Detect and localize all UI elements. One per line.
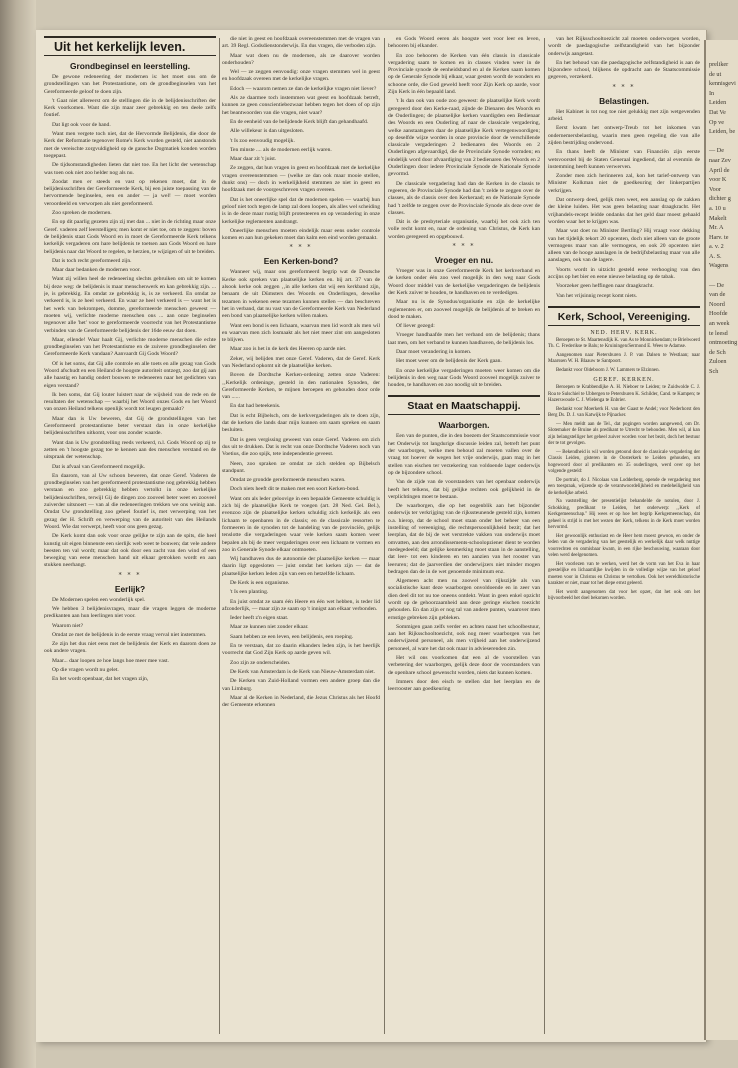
adjacent-page-text [706,40,738,377]
text-fragment: April de [709,166,730,174]
paragraph: Want men vergete toch niet, dat de Hervormde Belijdenis, die door de Kerk der Reformatie tegenover Rome's Kerk wurden gesteld, niet aanstonds met de vereischte zorgvuldigheid op de gansche Dogmatiek konden worden toegepast. [44,131,216,159]
paragraph: Ze zijn het dus niet eens met de belijdenis der Kerk en daarom doen ze ook andere vragen. [44,641,216,655]
column-rule [219,38,220,1034]
paragraph: Vroeger handhaafde men het verband om de belijdenis; thans laat men, om het verband te kunnen handhaven, de belijdenis los. [388,332,540,346]
paragraph: En te verstaan, dat zo daarin elkanders leden zijn, is het heerlijk voorrecht dat God Zijn Kerk op aarde geven wil. [222,643,380,657]
paragraph: Ten minste .... als de modernen eerlijk waren. [230,146,332,153]
paragraph: Bedankt voor Oldeboorn J. W. Lammers te Elzinnen. [556,367,660,373]
paragraph: De waarborgen, die op het oogenblik aan het bijzonder onderwijs ter verkrijging van de rijkssteunende gesteld zijn, komen o.a. hierop, dat de school moet staan onder het beheer van een instelling of vereeniging, die rechtspersoonlijkheid bezit; dat het leerplan, dat de bij de wet verstrekte vakken van onderwijs moet omvatten, aan den arrondissements-schoolopziener dient te worden medegedeeld; dat gelijke kenmerking moet staan in de aanstelling, dat leer- tot een kinderen en ten aanzien van het rooster van leeruren; dat de jaarverdien der onderwijzers niet minder mogen bedragen dan de in de wet genoemde minimum enz. [388,503,540,575]
paragraph: Daar moet verandering in komen. [396,348,472,355]
paragraph: Dat is het oneerlijke spel dat de modernen spelen — waarbij hun geloof niet toch tegen de lamp zal doen loopen, als alles wel scheiding is in de deze maar rustig blijft protesteeren en op verandering in onze kerkelijke reglementen aandrangt. [222,196,380,225]
text-fragment: Zuloen [709,358,727,366]
text-fragment: voor K [709,176,727,184]
paragraph: — Bekendheid is wil worden getoond door de classicale vergadering der Classis Leiden, gisteren in de Oosterkerk te Leiden gehouden, om hogewoord door al predikanten en 35 ouderlingen, werd over op het volgende gesteld: [548,449,700,475]
separator: * * * [612,83,636,91]
article-body [388,268,540,389]
text-fragment: Op ve [709,118,724,126]
paragraph: Van het vrijsinnig recept komt niets. [556,292,638,299]
text-fragment: Leiden [709,99,727,107]
text-fragment: ontmoeting [709,339,738,347]
paragraph: Van de zijde van de voorstanders van het openbaar onderwijs heeft het telkens, dat bij gelijke rechten ook gelijkheid in de verplichtingen moet te bestaan. [388,479,540,500]
column-2 [222,36,380,1036]
paragraph: Wel — ze zeggen eenvoudig: onze vragen stemmen wel in geest en hoofdzaak overeen met de kerkelijke vragen. [222,69,380,83]
paragraph: Algemeen acht men nu zoowel van rijkszijde als van socialistische kant deze waarborgen onvoldoende en in zeer van dien deel dit tot nu toe oneens ontdekt. Want in geen enkel opzicht wordt op de gehoorzaamheid aan deze geringe eischen toezicht gehouden. En dan zijn er nog tal van andere punten, waarover men ernstige gebreken zijn gebleken. [388,578,540,621]
paragraph: Ik ben soms, dat Gij louter luistert naar de wijsheid van de rede en de resultaten der wetenschap — waarbij het Woord onzes Gods en het Woord van onzen Heiland telkens openlijk wordt tot leugen gemaakt? [44,391,216,413]
paragraph: Dat is echt Bijbelsch, om de kerkvergaderingen als te doen zijn, dat de kerken die lands daar mijn kunnen om saam spreken en saam besluiten. [222,412,380,434]
paragraph: En het behoud van die paedagogische zelfstandigheid is aan de bijzondere school, blijkens de opdracht aan de Staatscommissie gegeven, verzekerd. [548,59,700,81]
article-body [44,74,216,570]
paragraph: Neen, zoo spraken ze omdat ze zich stelden op Bijbelsch standpunt. [222,460,380,474]
paragraph: We hebben 3 belijdenisvragen, maar die vragen leggen de moderne predikanten aan hun leerlingen niet voor. [44,606,216,620]
article-heading: Een Kerken-bond? [263,256,339,267]
separator: * * * [452,243,476,251]
text-fragment: — De [709,147,724,155]
paragraph: Maar al de Kerken in Nederland, die Jezus Christus als het Hoofd der Gemeente erkennen [222,694,380,709]
paragraph: Aangenomen naar Pietersburen J. P. van Dalsen te Westlaan; naar Maarssen W. H. Blaauw te Santpoort. [548,352,700,365]
paragraph: Een van de punten, die in den boezem der Staatscommissie voor het Onderwijs tot langdurige discussie leiden zal, betreft het punt der waarborgen, welke men behoud zal moeten vallen over de vraag tot hoever de wegen het vrije onderwijs, gaan mag in het stellen van eischen ter verzekering van voldoende lager onderwijs op de bijzondere school. [388,433,540,476]
paragraph: De classicale vergadering had dan de Kerken in de classis te regeeren, de Provinciale Synode had dan 't zelde te zeggen over de classes, als de classis over den Kerkeraad; en de Nationale Synode had 't zelfde te zeggen over de Provinciale Synode als deze over de classes. [388,180,540,216]
paragraph: Maar ze kunnen niet zonder elkaar. [230,624,309,631]
text-fragment [706,137,738,147]
paragraph: Het Kabinet is tot nog toe niet gelukkig met zijn wetgevenden arbeid. [548,108,700,123]
paragraph: Op die vragen wordt nu gelet. [52,667,119,674]
paragraph: En dat had beteekenis. [230,403,281,410]
article-body [222,36,380,242]
text-fragment: dichter g [709,195,731,203]
paragraph: Zoodat men er steeds en vast op rekenen moet, dat in de belijdenisschriften der Gereformeerde Kerk, bij een juiste toepassing van de hervormende beginselen, een en ander — ja wel! — moet worden veroordeeld en verworpen als niet gereformeerd. [44,178,216,207]
paragraph: Het wordt aangenomen dat voor het opzet, dat het ook om het bijvoorbeeld het doel bekomen worden. [548,589,700,602]
paragraph: Maar zoo is het in de kerk des Heeren op aarde niet. [230,346,347,353]
paragraph: Zoo spreken de modernen. [52,210,112,217]
paragraph: en Gods Woord eeren als hoogste wet voor leer en leven, behooren bij elkander. [388,36,540,50]
paragraph: Oneerlijke menschen moeten eindelijk maar eens onder controle komen en aan hun gekeken moet dan kalm een eind worden gemaakt. [222,227,380,242]
paragraph: Alle willekeur is dan uitgesloten. [230,128,305,135]
subsection-heading: GEREF. KERKEN. [593,377,655,384]
paragraph: De Kerk komt dan ook voor onze gelijke te zijn aan de spits, die heel kunstig uit eigen binnenste een sierlijk web weet te bouwen; dat vele andere beesten ten val wordt; maar dat ook door een zacht van den wind of een beweging van eene menschen hand uit elkaar getrokken wordt en aan stukken neerhangt. [44,533,216,569]
text-fragment: Dat Ve [709,108,726,116]
paragraph: Het gewoonlijk enthusiast en de Heer hem moest gewoon, en onder de leden van de vergadering van het geestelijk en werkelijk daar welk nuttige voorrechten en onmisbaar kwam, in een rijke beschouwing, waaraan door velen werd deelgenomen. [548,533,700,559]
paragraph: De Kerken van Zuid-Holland vormen een andere groep dan die van Limburg. [222,678,380,692]
paragraph: Vroeger was in onze Gereformeerde Kerk het kerkverband en de kerken onder één zoo veel mogelijk in den weg naar Gods Woord door middel van de kerkelijke vergaderingen de belijdenis der Kerk zuiver te houden, te handhaven en te verdedigen. [388,268,540,296]
paragraph: Dát is de presbyteriale organisatie, waarbij het ook zich ten volle recht komt en, naar de ordening van Christus, de Kerk kan worden geregeerd en opgebouwd. [388,219,540,240]
text-fragment: de ut [709,70,722,78]
article-body [222,269,380,709]
paragraph: Want om als leder geloovige in een bepaalde Gemeente schuldig is zich bij de plaatselijke Kerk te voegen (art. 28 Ned. Gel. Bel.), evenzoo zijn de plaatselijke kerken schuldig zich kerkelijk als een lichaam te openbaren in de classis; en de classicale ressorten te formeeren in de synoden tot de handeling van de provinciën, gelijk tenslotte die vergaderingen waar vele kerken saam komen weer bepalen als bij de meer vergaderingen over een lichaam te vormen en zoo in Generale Synode elkaar ontmoeten. [222,495,380,553]
paragraph: Dat ligt ook voor de hand. [52,121,111,128]
text-fragment: an week [709,320,730,328]
paragraph: En de eenheid van de belijdende Kerk blijft dan gehandhaafd. [230,118,369,125]
text-fragment: Makelt [709,214,727,222]
article-body [388,36,540,241]
text-fragment: Mr. A [709,224,724,232]
paragraph: Het wil ons voorkomen dat een al de voorstellen van verbetering der waarborgen, gelijk deze door de voorstanders van de openbare school gewenscht worden, niets dat kunnen komen. [388,655,540,676]
paragraph: Omdat ze grondde gereformeerde menschen waren. [230,477,346,484]
text-fragment: Leiden, be [709,128,736,136]
paragraph: Wij handhaven dus de autonomie der plaatselijke kerken — maar daarin ligt opgesloten — juist omdat het kerken zijn — dat de plaatselijke kerken leden zijn van een en hetzelfde lichaam. [222,556,380,577]
column-3 [388,36,540,1036]
paragraph: Edoch — waarom nemen ze dan de kerkelijke vragen niet liever? [230,85,377,92]
text-fragment: preliker [709,61,729,68]
paragraph: De Kerk van Amsterdam is de Kerk van Nieuw-Amsterdam niet. [230,668,376,675]
article-heading: Eerlijk? [114,583,146,594]
text-fragment: In [709,89,715,97]
paragraph: die niet in geest en hoofdzaak overeenstemmen met de vragen van art. 39 Regl. Godsdienstonderwijs. En dus vragen, die verboden zijn. [222,36,380,50]
paragraph: Want dan is Uw grondstelling reeds verkeerd, n.l. Gods Woord op zij te zetten en 't hoogste gezag toe te kennen aan des menschen verstand en de uitspraak der wetenschap. [44,439,216,461]
paragraph: Zonder men zich herinneren zal, kon het tarief-ontwerp van Minister Kolkman niet de goedkeuring der linkerpartijen verkrijgen. [548,173,700,194]
paragraph: Bedankt voor Moerkerk H. van der Gaast te Andel; voor Nederhorst den Berg Ds. D. J. van Katwijk te Pijnacker. [548,406,700,419]
paragraph: Boven de Dordtsche Kerken-ordening zetten onze Vaderen: ‚‚Kerkelijk ordeninge, gesteld in den nationalen Synoden, der Gereformeerde Kerken, te mijnen beroepen en gehouden door orde van ...... [222,372,380,401]
paragraph: Maar wat doen nu de modernen, als ze daarover worden onderhouden? [222,52,380,66]
adjacent-page-edge [704,40,738,1040]
paragraph: En het wordt openbaar, dat het vragen zijn, [52,676,149,683]
paragraph: Sommigen gaan zelfs verder en achten naast het schoolbestuur, aan het Rijksschooltoezicht, ook nog meer waarborgen van het onderwijzend personeel, als men vrijheid aan het onderwijzend personeel, al ware het dat ook maar in advieserenden zin. [388,623,540,652]
text-fragment [706,271,738,281]
paragraph: Waarom niet? [52,622,84,629]
section-title: Staat en Maatschappij. [388,395,540,415]
paragraph: Beroepen te Krabbendijke A. H. Nieboer te Leiden; te Zuidwolde C. J. Roa te Sulschiel te Ubbergen te Petersburen K. Schilder, Cand. te Kampen; te Hazerswoude C. J. Wielenga te Enbrier. [548,385,700,404]
paragraph: Maar daar zit 't juist. [230,156,277,163]
column-1 [44,36,216,1036]
text-fragment: Harv. te [709,233,729,241]
paragraph: En zoo behooren de Kerken van één classis in classicale vergadering saam te komen en in classes vinden weer in de Provinciale synode de eenheidsband en al de Kerken saam komen op de Generale Synode bij elkaar, waar gesten wordt de wonders en schoone orde, die God geweld heeft voor Zijn Kerk op aarde, voor Zijn Kerk in één bepaald land. [388,52,540,96]
paragraph: De portrait, do J. Nicolaas van Lodderberg, opende de vergadering met een toespraak, wijzende op de verantwoordelijkheid en medeheiligheid van de kerkelijke arbeid. [548,477,700,496]
paragraph: Maar, ellende! Waar haalt Gij, verlichte moderne menschen die echte grondbeginselen van het Protestantisme en de zuivere grondbeginselen der Gereformeerde Kerk vandaan? Aanvaardt Gij Gods Woord? [44,336,216,358]
paragraph: Dat is geen vergissing geweest van onze Geref. Vaderen om zich dus uit te drukken. Dat is recht van onze Dordtsche Vaderen noch van Voetius, die zoo spijk, tete independentie geveest. [222,436,380,458]
article-body [388,433,540,693]
paragraph: Saam hebben ze een leven, een belijdenis, een roeping. [230,633,354,640]
paragraph: Dat is toch recht gereformeerd zijn. [52,257,132,264]
paragraph: Maar wat doet nu Minister Bertling? Hij vraagt voor dekking van het tijdelijk tekort 20 opcenten, doch niet alleen van de groote vermogens maar van alle vermogens, en ook 20 opcenten niet alleen van de hooge aanslagen in de bedrijfsbelasting maar van alle aanslagen, ook van de lagere. [548,228,700,264]
article-heading: Vroeger en nu. [434,255,494,266]
paragraph: Of is het soms, dat Gij alle controle en alle toets en alle gezag van Gods Woord afschudt en een Heiland de hoogste autoriteit ontzegt, zoo dat gij aan alle haastig en handig ondert bouwen te redeneeren naar het gedichten van eigen verstand? [44,360,216,389]
paragraph: Maar dan is Uw beweren, dat Gij de grondstellingen van het Gereformeerd protestantisme beter verstaat dan in onze kerkelijke belijdenisschriften uitkomt, voor ons zonder waarde. [44,415,216,437]
text-fragment: de Sch [709,348,726,356]
paragraph: Maar daar bedanken de modernen voor. [52,267,141,274]
announcements [548,385,700,420]
newspaper-page [36,30,706,1042]
paragraph: De tijdsomstandigheden lieten dat niet toe. En het licht der wetenschap was toen ook niet zoo helder nog als nu. [44,162,216,176]
paragraph: Maar... daar loopen ze hoe langs hoe meer mee vast. [52,657,169,664]
text-fragment: — De [709,281,724,289]
paragraph: Ze zeggen, dat hun vragen in geest en hoofdzaak met de kerkelijke vragen overeenstemmen — (welke ze dan ook maar mooie stellen, dunkt ons) — doch in werkelijkheid stemmen ze niet in geest en hoofdzaak met de voorgeschreven vragen overeen. [222,165,380,194]
paragraph: Ieder heeft z'n eigen staat. [230,615,289,622]
text-fragment: a. v. 2 [709,243,724,251]
paragraph: De Modernen spelen een wonderlijk spel. [52,596,146,603]
paragraph: De Kerk is een organisme. [230,580,290,586]
paragraph: 't Is een planting. [230,589,269,596]
paragraph: Het moet weer om de belijdenis der Kerk gaan. [396,358,502,365]
text-fragment: Wagens [709,262,729,270]
paragraph: Doch niets heeft dit te maken met een soort Kerken-bond. [230,486,360,493]
paragraph: Na vaststelling der presentielijst behandelde de notulen, door J. Schokking, predikant te Leiden, het onderwerp: ‚‚Kerk of Kerkgemeenschap.'' Hij wees er op hoe het begrip Kerkgemeenschap, dat geheel is strijd is met het wezen der Kerk, telkens in de Kerk moet worden hervormd. [548,499,700,531]
paragraph: Beroepen te St. Maartensdijk K. van As te Monnickendam; te Brielwoerd Th. C. Frederikse te Balu; te Kruiningen/Sermond E. Wees te Adamse. [548,337,700,350]
article-heading: Waarborgen. [438,420,490,431]
paragraph: Want zij willen heel de redeneering slechts gebruiken om uit te komen bij deze weg: de belijdenis is maar menschenwerk en kan gebrekkig zijn. ... je, is gebrekkig. En omdat ze gebrekkig is, is ze verkeerd. En omdat ze verkeerd is, is ze heel verkeerd. En waar ze heel verkeerd is — want het is het werk van bekrompen, domme, gereformeerde menschen geweest — moeten wij, verlichte moderne menschen ons ... aan onze beginselen tegenover alle 'het' voor te gereformeerde voorrecht van het Protestantisme verbinden van de Gereformeerde belijdenis der 16de eeuw dat doen. [44,276,216,334]
paragraph: Eerst kwam het ontwerp-Treub tot het inkomen van ondernemersbelasting, waarin men geen regeling die van alle zijden bestrijding ondervond. [548,125,700,146]
paragraph: 't Is dan ook van oude zoo geweest: de plaatselijke Kerk wordt geregeerd door den Kerke-raad, zijnde de Dienaren des Woords en de Ouderlingen; de plaatselijke kerken vaardigden een Bedienaar des Woords en een Ouderling af naar de classicale vergadering, welke aanstaatsgeen daar de plaatselijke Kerk vertegenwoordigen; op deselfde wijze worden in onze provincie door de verschillende classicale vergaderingen 2 bedienaren des Woords en 2 Ouderlingen afgevaardigd, die de Provinciale Synode vormden; en eindelijk word door afvaardiging van 2 bedienaren des Woords en 2 Ouderlingen door iedere Provinciale Synode de Nationale Synode gevormd. [388,98,540,178]
article-body [548,109,700,300]
paragraph: Als ze daarmee toch instemmen wat geest en hoofdzaak betreft, kunnen ze geen conscientiebezwaar hebben tegen het doen of op zijn het beantwoorden van die vragen, niet waar? [222,95,380,116]
text-fragment: te leesd [709,329,728,337]
paragraph: Immers door den eisch te stellen dat het leerplan en de leerrooster aan goedkeuring [388,678,540,693]
text-fragment: A. S. [709,252,722,260]
paragraph: Maar nu is de Synodus/organisatie en zijn de kerkelijke reglementen er, om zooveel mogelijk de belijdenis af te breken en dood te maken. [388,299,540,320]
paragraph: 't Gaat niet allereerst om de stellingen die in de belijdenisschriften der Kerk voorkomen. Want die zijn maar zeer gebrekkig en ten deele zelfs foutief. [44,97,216,119]
article-body [44,597,216,684]
paragraph: Dat ontwerp deed, gelijk men weet, een aanslag op de zakken der kleine luiden. Het was geen belasting naar draagkracht. Het vrijhandels-recept leidde ondanks dat het geld daar moest gehaald worden waar het te krijgen was. [548,197,700,225]
paragraph: 't Is zoo eenvoudig mogelijk. [230,137,295,144]
paragraph: En onze kerkelijke vergaderingen moeten weer komen om die belijdenis in den weg naar Gods Woord zooveel mogelijk zuiver te houden, te handhaven en zoo noodig uit te breiden. [388,367,540,389]
news-notes [548,422,700,603]
article-body [548,36,700,82]
paragraph: En juist omdat ze saam één Heere en één wet hebben, is teder lid afzonderlijk, — maar zijn ze saam op 't innigst aan elkaar verbonden. [222,598,380,612]
paragraph: En thans heeft de Minister van Financiën zijn eerste wetsvoorstel bij de Staten Generaal ingediend, dat al evenmin de instemming heeft kunnen verwerven. [548,149,700,170]
text-fragment: Noord [709,300,725,308]
article-heading: Grondbeginsel en leerstelling. [69,61,191,71]
paragraph: De gewone redeneering der modernen is: het moet ons om de grondstellingen van het Protestantisme, om de grondbeginselen van het Gereformeerde geloof te doen zijn. [44,74,216,95]
paragraph: En op dit paarlig gezeten zijn zij met dan ... niet in de richting maar onze Geref. vaderen zelf leerstelligen; men komt er niet toe, om te zeggen: boven de belijdenis staat Gods Woord en in moet de Gereformeerde Kerk telkens kerkelijk vergaderen om hare belijdenis te toetsen aan Gods Woord en hare belijdenis naar dat Woord te regelen, te herzien, te wijzigen of uit te breiden. [44,219,216,255]
separator: * * * [118,571,142,579]
paragraph: En daarom, van al Uw schoon beweren, dat onze Geref. Vaderen de grondbeginselen van het gereformeerd protestantisme nog gebrekkig hebben verstaan en zoo gebrekkig hebben vertolkt in onze kerkelijke belijdenisschriften, terwijl Gij de dingen zoo zooveel beter weet en zooveel zuiverder uitsnoert — van al die redeneeringen trekken we ons weinig aan. Omdat Uw grondstelling zoo geheel foutief is, met verwerping van het gezag der H. Schrift en verwerping van de autoriteit van des Heilands Woord. Wie dat verwerpt, heeft voor ons geen gezag. [44,472,216,530]
separator: * * * [289,244,313,252]
text-fragment: Voor [709,185,721,193]
paragraph: Zeker, wij belijden met onze Geref. Vaderen, dat de Geref. Kerk van Nederland opkomt uit de plaatselijke kerken. [222,355,380,369]
text-fragment: a. 10 u [709,204,726,212]
announcements [548,338,700,375]
paragraph: — Men meldt aan de Tel., dat pogingen worden aangewend, om Dr. Slotemaker de Bruine als predikant te Utrecht te behouden. Men wil, al kan zijn belangstelliger het geheel zuiver worden voor het bezit, doch het bestuur der te tot gevolgen. [548,421,700,447]
text-fragment: naar Zev [709,156,731,164]
paragraph: Wanneer wij, maar ons gereformeerd begrip wat de Deutsche Kerke ook spreken van plaatselijke kerken en. bij art. 37 van de alsook kerke ook zeggen ‚‚in alle kerken dat wij een kerkband zijn, benaam de uit Dümsters des Woords en Onderlingen, dewelke tezamen in wekenen eene tezamen kunnen stellen — dan beschreven het in verband, dat nu vast van de Gereformeerde Kerk van Nederland een bond van plaatselijke kerken willen maken. [222,269,380,320]
text-fragment: van de [709,291,726,299]
paragraph: Zoo zijn ze onderscheiden. [230,659,291,666]
paragraph: Dat is afvaal van Gereformeerd mogelijk. [52,463,146,470]
paragraph: Het voorlezen van te werken, werd het de vorm van het Eva in haar geestelijke en lichaamlijke kwijden in de volledige wijze van het geloof moeten voor in Christus en Christus te vertolken. Ook het wereldhistorische karakter er niet, maar tot het diepe ernst geleerd. [548,561,700,587]
paragraph: van het Rijksschooltoezicht zal moeten onderworpen worden, wordt de paedagogische zelfstandigheid van het bijzonder onderwijs aangetast. [548,36,700,57]
paragraph: Omdat ze met de belijdenis in de eerste vraag verval niet instemmen. [52,631,207,638]
paragraph: Voorts wordt in uitzicht gesteld eene verhooging van den accijns op het bier en eene nieuwe belasting op de tabak. [548,266,700,281]
text-fragment: kennisgevi [709,80,736,88]
paragraph: Voorzeker geen heffingen naar draagkracht. [556,283,654,290]
paragraph: Want een bond is een lichaam, waarvan men lid wordt als men wil en waarvan men zich losmaakt als het niet meer zint om aangesloten te blijven. [222,322,380,344]
column-rule [544,38,545,1034]
text-fragment: Hoofde [709,310,728,318]
subsection-heading: NED. HERV. KERK. [590,329,658,336]
column-4 [548,36,700,1036]
section-title: Uit het kerkelijk leven. [44,36,216,56]
book-spine [0,0,36,1068]
paragraph: Of liever gezegd: [396,323,435,330]
section-title: Kerk, School, Vereeniging. [548,306,700,326]
column-rule [384,38,385,1034]
text-fragment: Sch [709,368,719,375]
article-heading: Belastingen. [599,95,649,106]
